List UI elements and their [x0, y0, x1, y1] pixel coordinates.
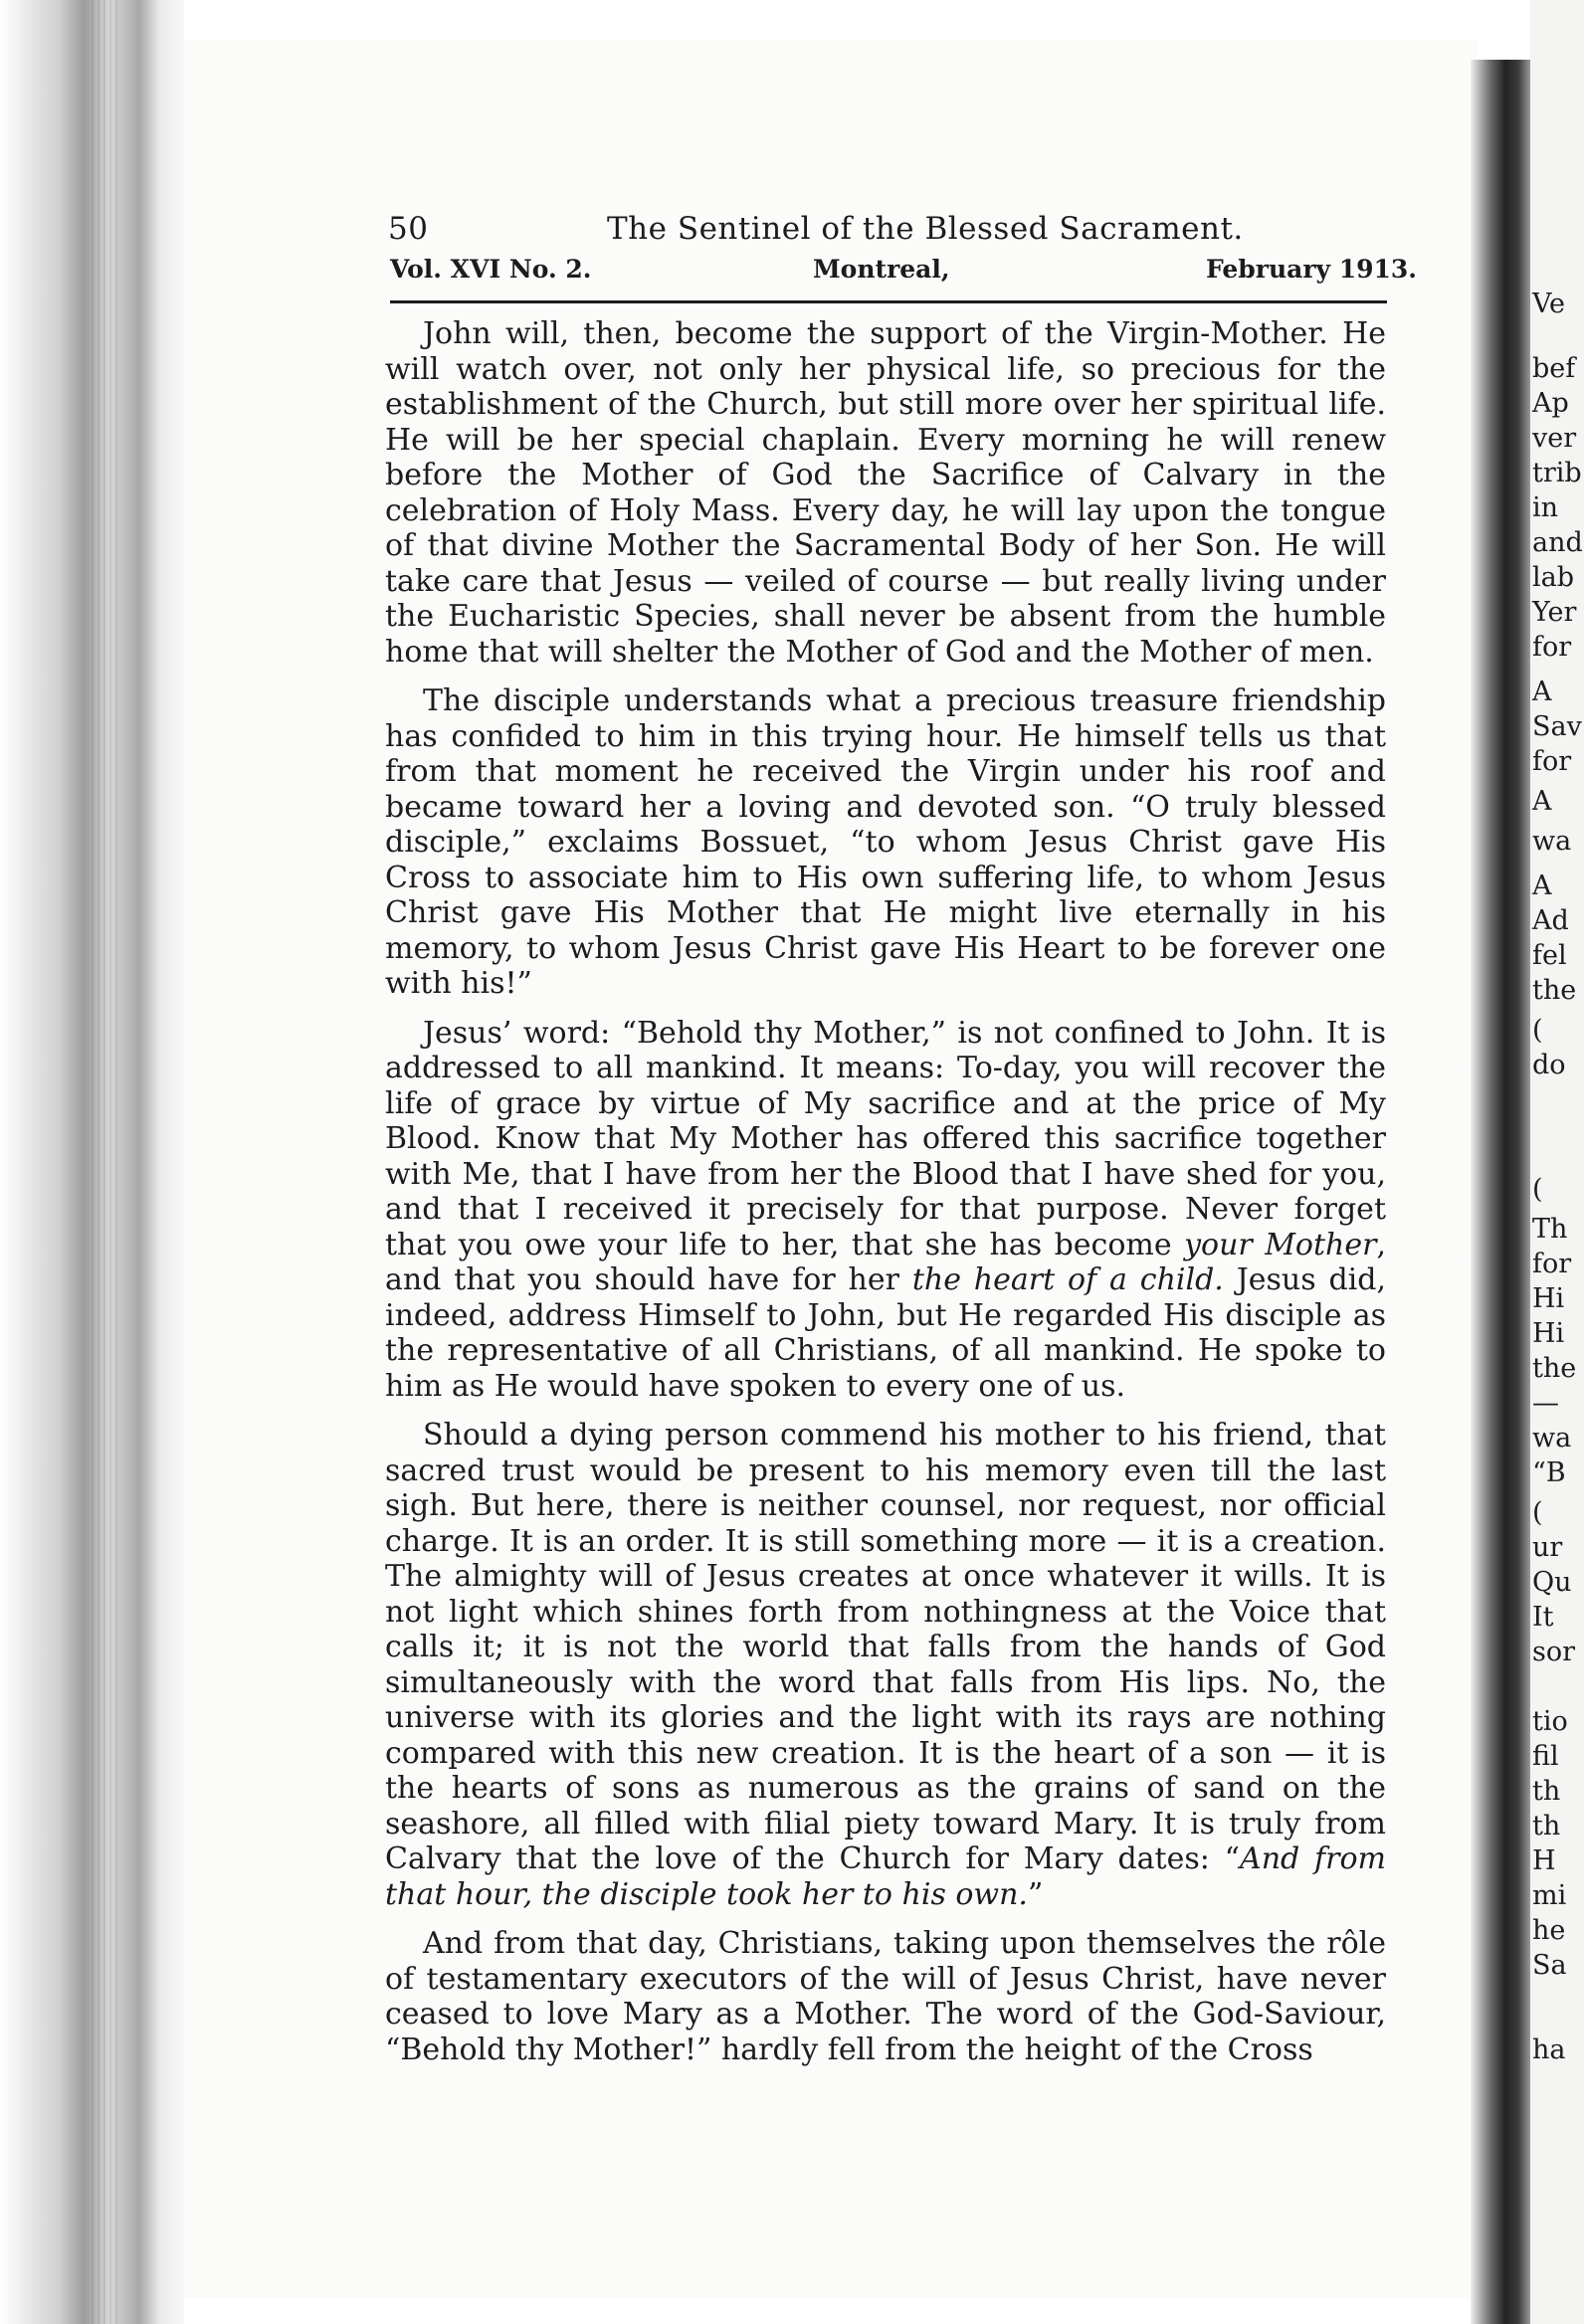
paragraph-text: Jesus’ word: “Behold thy Mother,” is not confined to John. It is addressed to all mankind. It means: To-day, you will recover the life of grace by virtue of My sacrifice and at the price of My Blood. Know that My Mother has offered this sacrifice together with Me, that I have from her the Blood that I have shed for you, and that I received it precisely for that purpose. Never forget that you owe your life to her, that she has become: [385, 1015, 1386, 1262]
book-gutter: [1471, 60, 1530, 2324]
next-page-fragment: Ap: [1532, 388, 1569, 419]
next-page-fragment: fil: [1532, 1741, 1559, 1772]
paragraph-text: Jesus did, indeed, address Himself to John, but He regarded His disciple as the representative of all Christians, of all mankind. He spoke to him as He would have spoken to every one of us.: [385, 1262, 1386, 1404]
next-page-fragment: fel: [1532, 940, 1567, 971]
next-page-fragment: (: [1532, 1174, 1543, 1205]
header-rule: [390, 300, 1387, 303]
next-page-fragment: ur: [1532, 1532, 1563, 1563]
issue-date: February 1913.: [1206, 255, 1417, 284]
next-page-fragment: H: [1532, 1845, 1556, 1876]
next-page-fragment: sor: [1532, 1637, 1576, 1667]
next-page-fragment: Qu: [1532, 1567, 1572, 1598]
next-page-fragment: Hi: [1532, 1283, 1565, 1314]
volume-number: Vol. XVI No. 2.: [390, 255, 592, 284]
emphasis-text: the heart of a child.: [911, 1262, 1224, 1297]
next-page-fragment: (: [1532, 1497, 1543, 1528]
next-page-fragment: wa: [1532, 1423, 1572, 1453]
next-page-fragment: Sa: [1532, 1950, 1567, 1981]
paragraph: The disciple understands what a precious treasure friendship has confided to him in this trying hour. He himself tells us that from that moment he received the Virgin under his roof and became toward her a loving and devoted son. “O truly blessed disciple,” exclaims Bossuet, “to whom Jesus Christ gave His Cross to associate him to His own suffering life, to whom Jesus Christ gave His Mother that He might live eternally in his memory, to whom Jesus Christ gave His Heart to be forever one with his!”: [385, 683, 1386, 1001]
next-page-fragment: Ad: [1532, 905, 1569, 936]
emphasis-text: And from that hour, the disciple took her to his own.: [385, 1841, 1386, 1912]
next-page-strip: [1530, 0, 1584, 2324]
next-page-fragment: It: [1532, 1602, 1554, 1633]
next-page-fragment: Ve: [1532, 289, 1565, 319]
issue-line: [390, 255, 1417, 289]
next-page-fragment: for: [1532, 746, 1572, 777]
paragraph: [385, 1016, 1386, 1405]
place: Montreal,: [813, 255, 950, 284]
next-page-fragment: in: [1532, 492, 1559, 523]
next-page-fragment: and: [1532, 527, 1583, 558]
paragraph: And from that day, Christians, taking upon themselves the rôle of testamentary executors of the will of Jesus Christ, have never ceased to love Mary as a Mother. The word of the God-Saviour, “Behold thy Mother!” hardly fell from the height of the Cross: [385, 1926, 1386, 2067]
next-page-fragment: A: [1532, 677, 1552, 707]
next-page-fragment: “B: [1532, 1457, 1566, 1488]
scan-left-edge: [0, 0, 184, 2324]
next-page-fragment: th: [1532, 1811, 1561, 1841]
next-page-fragment: th: [1532, 1776, 1561, 1807]
paragraph-text: ”: [1027, 1876, 1044, 1912]
next-page-fragment: (: [1532, 1015, 1543, 1046]
next-page-fragment: for: [1532, 632, 1572, 663]
next-page-fragment: the: [1532, 1353, 1577, 1384]
next-page-fragment: the: [1532, 975, 1577, 1006]
next-page-fragment: Sav: [1532, 711, 1582, 742]
next-page-fragment: trib: [1532, 458, 1582, 488]
paragraph: John will, then, become the support of the Virgin-Mother. He will watch over, not only her physical life, so precious for the establishment of the Church, but still more over her spiritual life. He will be her special chaplain. Every morning he will renew before the Mother of God the Sacrifice of Calvary in the celebration of Holy Mass. Every day, he will lay upon the tongue of that divine Mother the Sacramental Body of her Son. He will take care that Jesus — veiled of course — but really living under the Eucharistic Species, shall never be absent from the humble home that will shelter the Mother of God and the Mother of men.: [385, 316, 1386, 670]
next-page-fragment: Th: [1532, 1214, 1568, 1245]
next-page-fragment: wa: [1532, 826, 1572, 857]
emphasis-text: your Mother: [1184, 1227, 1377, 1262]
article-body: [385, 316, 1386, 2081]
paragraph-text: , and that you should have for her: [385, 1227, 1386, 1297]
next-page-fragment: do: [1532, 1050, 1566, 1080]
next-page-fragment: tio: [1532, 1706, 1568, 1737]
next-page-fragment: lab: [1532, 562, 1575, 593]
paragraph: [385, 1418, 1386, 1912]
next-page-fragment: he: [1532, 1915, 1566, 1946]
next-page-fragment: ha: [1532, 2034, 1566, 2065]
next-page-fragment: bef: [1532, 353, 1576, 384]
paragraph-text: Should a dying person commend his mother to his friend, that sacred trust would be present to his memory even till the last sigh. But here, there is neither counsel, nor request, nor official charge. It is an order. It is still something more — it is a creation. The almighty will of Jesus creates at once whatever it wills. It is not light which shines forth from nothingness at the Voice that calls it; it is not the world that falls from the hands of God simultaneously with the word that falls from His lips. No, the universe with its glories and the light with its rays are nothing compared with this new creation. It is the heart of a son — it is the hearts of sons as numerous as the grains of sand on the seashore, all filled with filial piety toward Mary. It is truly from Calvary that the love of the Church for Mary dates: “: [385, 1418, 1386, 1876]
next-page-fragment: Yer: [1532, 597, 1577, 628]
next-page-fragment: A: [1532, 786, 1552, 817]
next-page-fragment: ver: [1532, 423, 1577, 454]
next-page-fragment: for: [1532, 1249, 1572, 1279]
next-page-fragment: mi: [1532, 1880, 1567, 1911]
next-page-fragment: A: [1532, 871, 1552, 901]
next-page-fragment: Hi: [1532, 1318, 1565, 1349]
next-page-fragment: —: [1532, 1388, 1559, 1419]
running-title: The Sentinel of the Blessed Sacrament.: [607, 211, 1244, 247]
page-number: 50: [388, 211, 429, 247]
